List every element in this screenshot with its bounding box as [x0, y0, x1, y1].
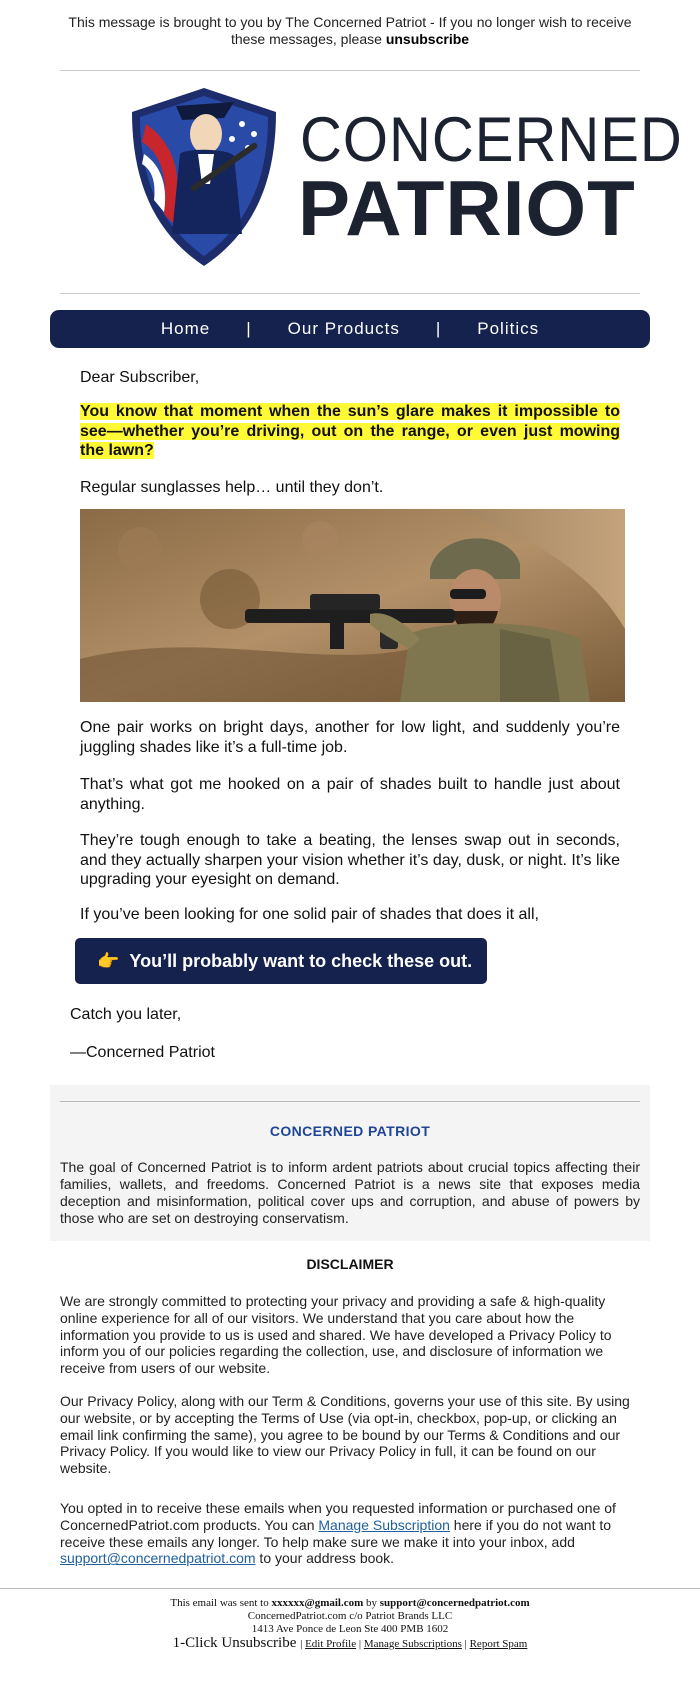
disclaimer-paragraph-3	[60, 1500, 640, 1567]
footer-company: ConcernedPatriot.com c/o Patriot Brands LLC	[247, 1610, 453, 1622]
footer-links	[0, 1635, 700, 1652]
header-note-text: This message is brought to you by The Concerned Patriot - If you no longer wish to receive these messages, please	[68, 14, 632, 47]
footer-recipient: xxxxxx@gmail.com	[271, 1597, 364, 1609]
disclaimer-p3-part1: You opted in to receive these emails when you requested information or purchased one of ConcernedPatriot.com products. You can	[60, 1500, 616, 1533]
disclaimer-title: DISCLAIMER	[306, 1256, 394, 1272]
disclaimer-paragraph-2: Our Privacy Policy, along with our Term & Conditions, governs your use of this site. By using our website, or by accepting the Terms of Use (via opt-in, checkbox, pop-up, or clicking an email link confirming the same), you agree to be bound by our Terms & Conditions and our Privacy Policy. If you would like to view our Privacy Policy in full, it can be found on our website.	[60, 1393, 630, 1477]
footer-sep: |	[464, 1638, 467, 1650]
about-title: CONCERNED PATRIOT	[269, 1123, 431, 1139]
cta-label: You’ll probably want to check these out.	[129, 950, 473, 971]
minuteman-shield-icon	[124, 84, 284, 270]
nav-home[interactable]: Home	[160, 319, 211, 338]
footer-divider	[0, 1588, 700, 1589]
support-email-link[interactable]: support@concernedpatriot.com	[60, 1550, 256, 1567]
paragraph-3: That’s what got me hooked on a pair of shades built to handle just about anything.	[80, 776, 620, 813]
footer-address: 1413 Ave Ponce de Leon Ste 400 PMB 1602	[251, 1623, 449, 1635]
one-click-unsubscribe-link[interactable]: 1-Click Unsubscribe	[172, 1635, 297, 1651]
paragraph-5: If you’ve been looking for one solid pair of shades that does it all,	[80, 906, 539, 923]
disclaimer-p3-part3: to your address book.	[255, 1550, 395, 1567]
soldier-photo	[80, 509, 625, 702]
greeting: Dear Subscriber,	[80, 369, 200, 386]
footer-sep: |	[300, 1638, 303, 1650]
nav-separator: |	[246, 319, 252, 338]
footer-sent-prefix: This email was sent to	[170, 1597, 272, 1609]
footer-sender: support@concernedpatriot.com	[379, 1597, 530, 1609]
paragraph-4: They’re tough enough to take a beating, the lenses swap out in seconds, and they actually sharpen your vision whether it’s day, dusk, or night. It’s like upgrading your eyesight on demand.	[80, 832, 620, 888]
footer-sep: |	[358, 1638, 362, 1650]
footer-sent-line	[0, 1597, 700, 1609]
disclaimer-p3-part2: here if you do not want to receive these emails any longer. To help make sure we make it into your inbox, add	[60, 1516, 612, 1550]
about-text: The goal of Concerned Patriot is to inform ardent patriots about crucial topics affecting their families, wallets, and freedoms. Concerned Patriot is a news site that exposes media deception and misinformation, political cover ups and corruption, and abuse of powers by those who are set on destroying conservatism.	[60, 1159, 640, 1226]
cta-button[interactable]	[75, 938, 487, 984]
about-section	[50, 1085, 650, 1241]
manage-subscriptions-link[interactable]: Manage Subscriptions	[363, 1638, 462, 1650]
unsubscribe-link[interactable]: unsubscribe	[385, 31, 470, 47]
hero-image[interactable]	[80, 509, 625, 702]
disclaimer-paragraph-1: We are strongly committed to protecting your privacy and providing a safe & high-quality online experience for all of our visitors. We understand that you care about how the information you provide to us is used and shared. We have developed a Privacy Policy to inform you of our policies regarding the collection, use, and disclosure of information we receive from users of our website.	[60, 1293, 612, 1377]
paragraph-1: Regular sunglasses help… until they don’t.	[80, 479, 384, 496]
footer-by: by	[363, 1597, 380, 1609]
pointing-hand-icon: 👉	[97, 950, 120, 971]
about-divider	[60, 1101, 640, 1102]
highlight-paragraph	[80, 402, 620, 461]
closing: Catch you later,	[70, 1006, 182, 1023]
signature: —Concerned Patriot	[70, 1044, 215, 1061]
manage-subscription-link[interactable]: Manage Subscription	[318, 1516, 450, 1533]
logo[interactable]	[124, 84, 683, 270]
report-spam-link[interactable]: Report Spam	[469, 1638, 528, 1650]
nav-our-products[interactable]: Our Products	[287, 319, 400, 338]
divider-top	[60, 70, 640, 71]
paragraph-2: One pair works on bright days, another for low light, and suddenly you’re juggling shades like it’s a full-time job.	[80, 719, 620, 756]
nav-bar	[50, 310, 650, 348]
nav-separator: |	[435, 319, 442, 338]
divider-logo	[60, 293, 640, 294]
nav-politics[interactable]: Politics	[477, 319, 540, 338]
logo-line2: PATRIOT	[298, 164, 636, 252]
header-note	[60, 14, 640, 48]
logo-line1: CONCERNED	[300, 104, 683, 175]
highlight-text: You know that moment when the sun’s glare makes it impossible to see—whether you’re driving, out on the range, or even just mowing the lawn?	[80, 403, 620, 459]
edit-profile-link[interactable]: Edit Profile	[305, 1638, 357, 1650]
